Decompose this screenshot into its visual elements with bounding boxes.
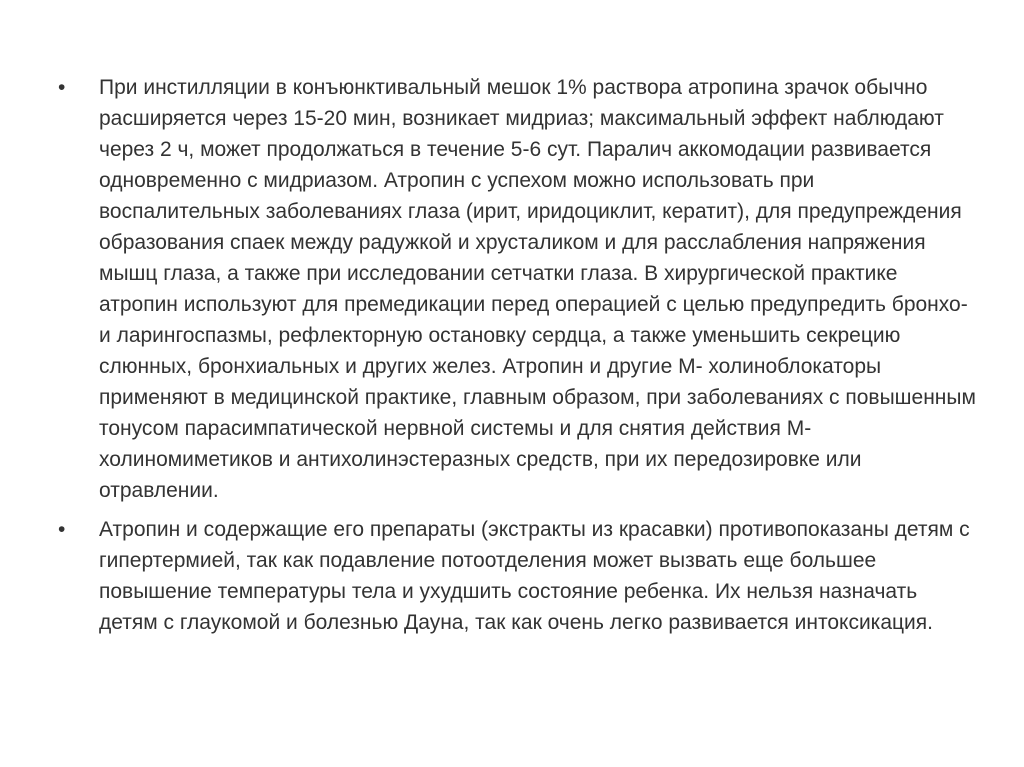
bullet-icon: • — [58, 76, 66, 99]
bullet-text: Атропин и содержащие его препараты (экстракты из красавки) противопоказаны детям с гипертермией, так как подавление потоотделения может вызвать еще большее повышение температуры тела и ухудшить состояние ребенка. Их нельзя назначать детям с глаукомой и болезнью Дауна, так как очень легко развивается интоксикация. — [99, 518, 970, 634]
bullet-item-atropine-use — [58, 72, 978, 506]
bullet-list — [58, 72, 978, 638]
bullet-icon: • — [58, 518, 66, 541]
bullet-item-contraindications — [58, 514, 978, 638]
bullet-text: При инстилляции в конъюнктивальный мешок 1% раствора атропина зрачок обычно расширяется через 15-20 мин, возникает мидриаз; максимальный эффект наблюдают через 2 ч, может продолжаться в течение 5-6 сут. Паралич аккомодации развивается одновременно с мидриазом. Атропин с успехом можно использовать при воспалительных заболеваниях глаза (ирит, иридоциклит, кератит), для предупреждения образования спаек между радужкой и хрусталиком и для расслабления напряжения мышц глаза, а также при исследовании сетчатки глаза. В хирургической практике атропин используют для премедикации перед операцией с целью предупредить бронхо- и ларингоспазмы, рефлекторную остановку сердца, а также уменьшить секрецию слюнных, бронхиальных и других желез. Атропин и другие М- холиноблокаторы применяют в медицинской практике, главным образом, при заболеваниях с повышенным тонусом парасимпатической нервной системы и для снятия действия М- холиномиметиков и антихолинэстеразных средств, при их передозировке или отравлении. — [99, 76, 976, 502]
slide-content — [58, 72, 978, 646]
